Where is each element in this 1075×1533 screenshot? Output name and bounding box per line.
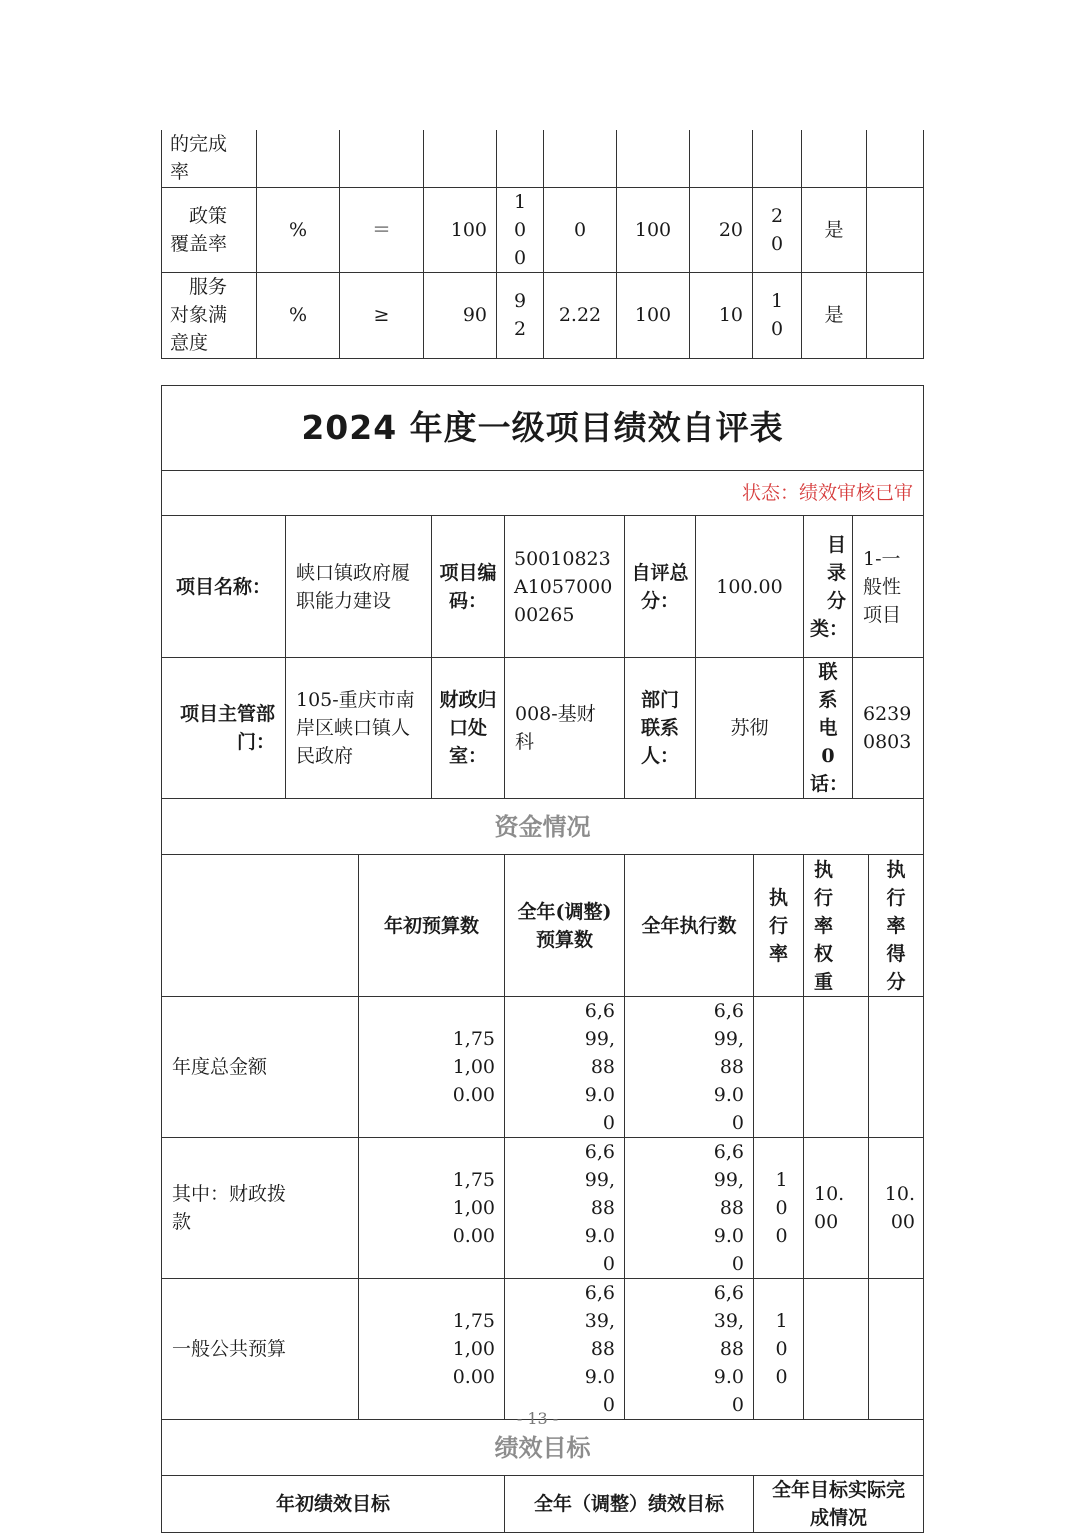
indicator-name: 的完成率 bbox=[162, 130, 257, 187]
actual-cell bbox=[497, 130, 544, 187]
rate-score-cell bbox=[869, 1279, 924, 1420]
target-cell bbox=[424, 130, 497, 187]
col-header-rate-weight: 执行率权重 bbox=[804, 855, 869, 997]
funds-corner-cell bbox=[162, 855, 359, 997]
category-value: 1-一般性项目 bbox=[853, 516, 924, 658]
col-header-executed: 全年执行数 bbox=[625, 855, 754, 997]
col-header-exec-rate: 执行率 bbox=[754, 855, 804, 997]
exec-rate-cell bbox=[754, 997, 804, 1138]
contact-value: 苏彻 bbox=[696, 658, 804, 799]
department-label: 项目主管部门： bbox=[162, 658, 286, 799]
deviation-cell: 0 bbox=[544, 187, 617, 272]
unit-cell: % bbox=[257, 272, 340, 358]
indicator-table-continued bbox=[161, 130, 924, 359]
met-cell: 是 bbox=[802, 272, 867, 358]
project-info-row bbox=[162, 516, 924, 658]
exec-rate-cell: 100 bbox=[754, 1279, 804, 1420]
indicator-name: 政策覆盖率 bbox=[162, 187, 257, 272]
rate-score-cell bbox=[869, 997, 924, 1138]
executed-cell: 6,639,889.00 bbox=[625, 1279, 754, 1420]
project-code-label: 项目编码： bbox=[432, 516, 505, 658]
initial-budget-cell: 1,751,000.00 bbox=[359, 997, 505, 1138]
score-cell: 20 bbox=[753, 187, 802, 272]
funds-row-label: 年度总金额 bbox=[162, 997, 359, 1138]
title-row bbox=[162, 386, 924, 471]
status-row bbox=[162, 471, 924, 516]
col-header-initial-budget: 年初预算数 bbox=[359, 855, 505, 997]
note-cell bbox=[867, 187, 924, 272]
adjusted-budget-cell: 6,639,889.00 bbox=[505, 1279, 625, 1420]
weight-cell: 10 bbox=[690, 272, 753, 358]
actual-cell: 92 bbox=[497, 272, 544, 358]
indicator-name: 服务对象满意度 bbox=[162, 272, 257, 358]
full-score-cell bbox=[617, 130, 690, 187]
contact-label: 部门联系人： bbox=[625, 658, 696, 799]
actual-cell: 100 bbox=[497, 187, 544, 272]
initial-budget-cell: 1,751,000.00 bbox=[359, 1279, 505, 1420]
initial-budget-cell: 1,751,000.00 bbox=[359, 1138, 505, 1279]
funds-row-label: 其中：财政拨款 bbox=[162, 1138, 359, 1279]
self-score-value: 100.00 bbox=[696, 516, 804, 658]
col-header-initial-target: 年初绩效目标 bbox=[162, 1476, 505, 1533]
page-number: - 13 - bbox=[516, 1409, 559, 1428]
note-cell bbox=[867, 130, 924, 187]
col-header-adjusted-budget: 全年(调整)预算数 bbox=[505, 855, 625, 997]
full-score-cell: 100 bbox=[617, 187, 690, 272]
department-value: 105-重庆市南岸区峡口镇人民政府 bbox=[286, 658, 432, 799]
self-score-label: 自评总分： bbox=[625, 516, 696, 658]
met-cell bbox=[802, 130, 867, 187]
targets-section-title: 绩效目标 bbox=[162, 1420, 924, 1476]
deviation-cell: 2.22 bbox=[544, 272, 617, 358]
target-cell: 90 bbox=[424, 272, 497, 358]
finance-office-label: 财政归口处室： bbox=[432, 658, 505, 799]
exec-rate-cell: 100 bbox=[754, 1138, 804, 1279]
funds-section-title: 资金情况 bbox=[162, 799, 924, 855]
target-cell: 100 bbox=[424, 187, 497, 272]
project-code-value: 50010823A105700000265 bbox=[505, 516, 625, 658]
phone-value: 62390803 bbox=[853, 658, 924, 799]
unit-cell bbox=[257, 130, 340, 187]
project-info-row bbox=[162, 658, 924, 799]
weight-cell: 20 bbox=[690, 187, 753, 272]
project-name-label: 项目名称： bbox=[162, 516, 286, 658]
rate-weight-cell bbox=[804, 997, 869, 1138]
section-header-row bbox=[162, 799, 924, 855]
adjusted-budget-cell: 6,699,889.00 bbox=[505, 1138, 625, 1279]
finance-office-value: 008-基财科 bbox=[505, 658, 625, 799]
adjusted-budget-cell: 6,699,889.00 bbox=[505, 997, 625, 1138]
score-cell bbox=[753, 130, 802, 187]
table-row bbox=[162, 187, 924, 272]
col-header-adjusted-target: 全年（调整）绩效目标 bbox=[505, 1476, 754, 1533]
operator-cell: ＝ bbox=[340, 187, 424, 272]
unit-cell: % bbox=[257, 187, 340, 272]
table-row bbox=[162, 1279, 924, 1420]
table-row bbox=[162, 272, 924, 358]
score-cell: 10 bbox=[753, 272, 802, 358]
status-badge: 状态：绩效审核已审 bbox=[162, 471, 924, 516]
weight-cell bbox=[690, 130, 753, 187]
funds-header-row bbox=[162, 855, 924, 997]
funds-row-label: 一般公共预算 bbox=[162, 1279, 359, 1420]
form-title: 2024 年度一级项目绩效自评表 bbox=[162, 386, 924, 471]
category-label: 目录分类： bbox=[804, 516, 853, 658]
targets-header-row bbox=[162, 1476, 924, 1533]
table-row bbox=[162, 130, 924, 187]
operator-cell bbox=[340, 130, 424, 187]
rate-weight-cell: 10.00 bbox=[804, 1138, 869, 1279]
rate-score-cell: 10.00 bbox=[869, 1138, 924, 1279]
note-cell bbox=[867, 272, 924, 358]
col-header-rate-score: 执行率得分 bbox=[869, 855, 924, 997]
executed-cell: 6,699,889.00 bbox=[625, 1138, 754, 1279]
deviation-cell bbox=[544, 130, 617, 187]
phone-label: 联系电 0 话： bbox=[804, 658, 853, 799]
executed-cell: 6,699,889.00 bbox=[625, 997, 754, 1138]
self-evaluation-form bbox=[161, 385, 924, 1533]
table-row bbox=[162, 1138, 924, 1279]
rate-weight-cell bbox=[804, 1279, 869, 1420]
full-score-cell: 100 bbox=[617, 272, 690, 358]
col-header-actual-completion: 全年目标实际完成情况 bbox=[754, 1476, 924, 1533]
table-row bbox=[162, 997, 924, 1138]
operator-cell: ≥ bbox=[340, 272, 424, 358]
project-name-value: 峡口镇政府履职能力建设 bbox=[286, 516, 432, 658]
met-cell: 是 bbox=[802, 187, 867, 272]
